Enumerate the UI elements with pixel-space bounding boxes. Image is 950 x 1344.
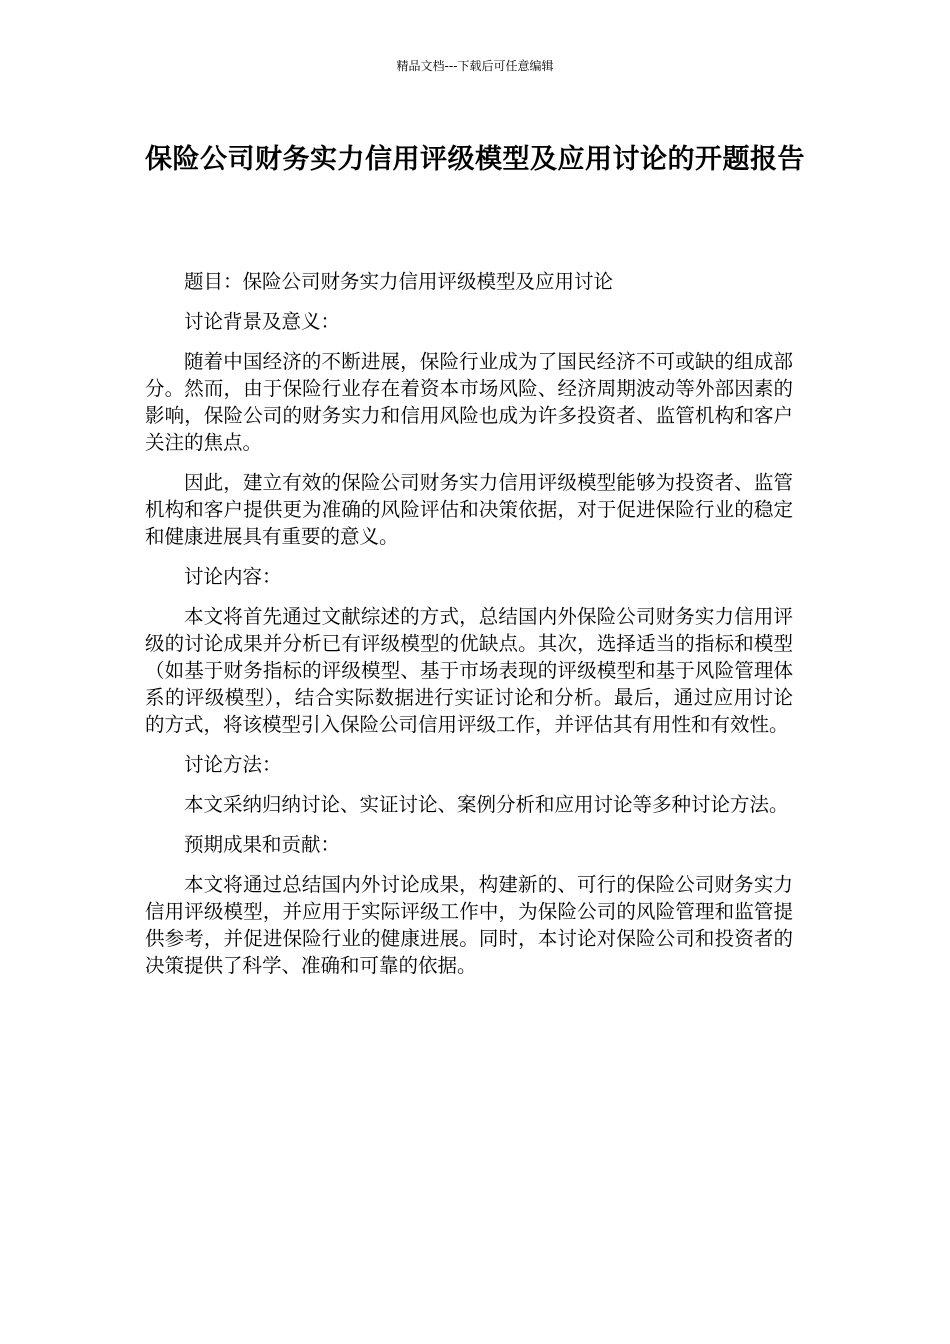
method-heading: 讨论方法：: [184, 753, 282, 776]
background-paragraph-2: 因此，建立有效的保险公司财务实力信用评级模型能够为投资者、监管机构和客户提供更为准确的风险评估和决策依据，对于促进保险行业的稳定和健康进展具有重要的意义。: [145, 471, 793, 548]
background-paragraph-1: 随着中国经济的不断进展，保险行业成为了国民经济不可或缺的组成部分。然而，由于保险行业存在着资本市场风险、经济周期波动等外部因素的影响，保险公司的财务实力和信用风险也成为许多投资者、监管机构和客户关注的焦点。: [145, 350, 793, 454]
method-paragraph: 本文采纳归纳讨论、实证讨论、案例分析和应用讨论等多种讨论方法。: [184, 793, 789, 816]
content-paragraph: 本文将首先通过文献综述的方式，总结国内外保险公司财务实力信用评级的讨论成果并分析已有评级模型的优缺点。其次，选择适当的指标和模型（如基于财务指标的评级模型、基于市场表现的评级模型和基于风险管理体系的评级模型），结合实际数据进行实证讨论和分析。最后，通过应用讨论的方式，将该模型引入保险公司信用评级工作，并评估其有用性和有效性。: [145, 605, 793, 736]
content-heading: 讨论内容：: [184, 565, 282, 588]
document-body: [145, 268, 793, 992]
header-note: 精品文档---下载后可任意编辑: [396, 59, 554, 73]
document-title: 保险公司财务实力信用评级模型及应用讨论的开题报告: [145, 144, 805, 175]
topic-line: 题目：保险公司财务实力信用评级模型及应用讨论: [184, 270, 614, 293]
outcome-heading: 预期成果和贡献：: [184, 833, 341, 856]
outcome-paragraph: 本文将通过总结国内外讨论成果，构建新的、可行的保险公司财务实力信用评级模型，并应用于实际评级工作中，为保险公司的风险管理和监管提供参考，并促进保险行业的健康进展。同时，本讨论对保险公司和投资者的决策提供了科学、准确和可靠的依据。: [145, 873, 793, 977]
background-heading: 讨论背景及意义：: [184, 310, 341, 333]
